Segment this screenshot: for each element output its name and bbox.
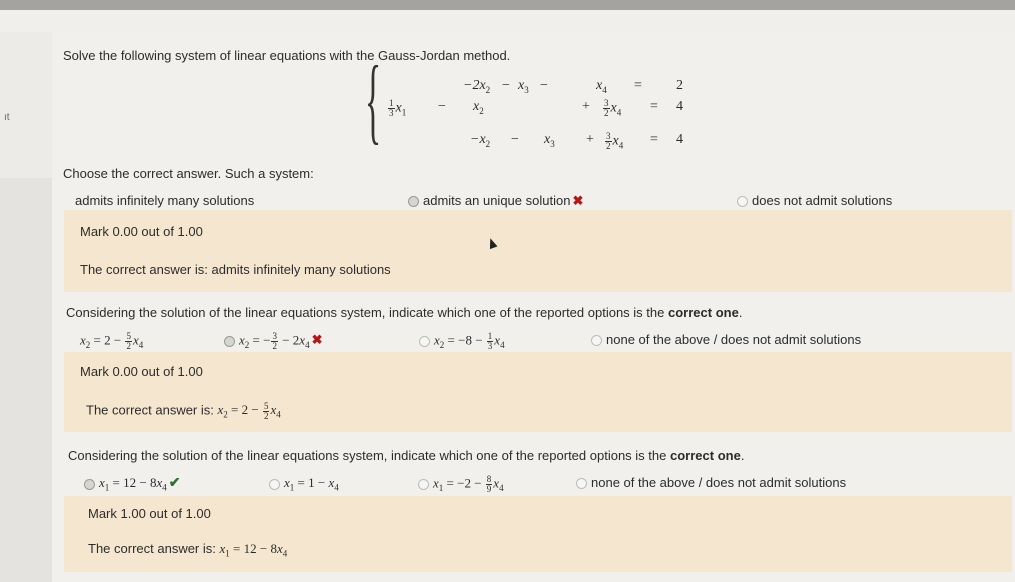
q3-radio-d[interactable]	[576, 478, 587, 489]
browser-top-bar	[0, 0, 1015, 10]
q2-radio-c[interactable]	[419, 336, 430, 347]
q3-mark: Mark 1.00 out of 1.00	[88, 506, 211, 521]
q3-prompt-period: .	[740, 448, 745, 463]
q3-option-d-label: none of the above / does not admit solutions	[591, 475, 847, 490]
q3-correct-answer	[88, 541, 287, 559]
q3-option-c[interactable]: $x_1 = -2$ − $\frac{8}{9}$ $x_4$	[418, 475, 504, 494]
q1-correct-answer: The correct answer is: admits infinitely many solutions	[80, 262, 391, 277]
q2-prompt	[66, 305, 742, 320]
question-info-box	[0, 32, 53, 178]
q3-prompt-text: Considering the solution of the linear equations system, indicate which one of the reported options is the	[68, 448, 667, 463]
q2-radio-b[interactable]	[224, 336, 235, 347]
q3-correct-prefix: The correct answer is:	[88, 541, 216, 556]
q1-option-unique[interactable]	[408, 193, 583, 209]
q3-radio-b[interactable]	[269, 479, 280, 490]
q1-radio-unique[interactable]	[408, 196, 419, 207]
q2-radio-d[interactable]	[591, 335, 602, 346]
q2-correct-prefix: The correct answer is:	[86, 402, 214, 418]
q3-correct-expression: $x_1 = 12 - 8x_4$	[219, 541, 288, 559]
q3-radio-c[interactable]	[418, 479, 429, 490]
header-strip	[0, 10, 1015, 32]
q3-radio-a[interactable]	[84, 479, 95, 490]
q1-mark: Mark 0.00 out of 1.00	[80, 224, 203, 239]
incorrect-icon: ✖	[572, 193, 584, 208]
system-brace: {	[365, 46, 382, 153]
q3-option-d[interactable]	[576, 475, 846, 490]
q3-prompt	[68, 448, 744, 463]
info-mark: ıt	[4, 112, 10, 123]
q1-option-infinite-label: admits infinitely many solutions	[75, 193, 255, 208]
incorrect-icon: ✖	[311, 332, 323, 348]
q2-correct-expression: $x_2 = 2$ − $\frac{5}{2}$ $x_4$	[217, 401, 281, 421]
q1-choose-label: Choose the correct answer. Such a system:	[63, 166, 314, 181]
q1-option-none-label: does not admit solutions	[752, 193, 893, 208]
q2-mark: Mark 0.00 out of 1.00	[80, 364, 203, 379]
q1-option-infinite[interactable]	[75, 193, 254, 208]
q1-radio-none[interactable]	[737, 196, 748, 207]
q2-option-b[interactable]: $x_2$ = − $\frac{3}{2}$ − $2x_4$ ✖	[224, 332, 322, 351]
q2-prompt-text: Considering the solution of the linear equations system, indicate which one of the reported options is the	[66, 305, 665, 320]
q2-prompt-period: .	[738, 305, 743, 320]
q2-option-d-label: none of the above / does not admit solutions	[606, 332, 862, 347]
q2-correct-answer	[86, 402, 281, 421]
q1-prompt: Solve the following system of linear equations with the Gauss-Jordan method.	[63, 48, 511, 63]
q3-prompt-bold: correct one	[670, 448, 741, 463]
q2-option-d[interactable]	[591, 332, 861, 347]
q1-option-none[interactable]	[737, 193, 892, 208]
correct-check-icon: ✔	[168, 476, 181, 491]
q1-option-unique-label: admits an unique solution	[423, 193, 571, 208]
q2-option-a[interactable]: $x_2 = 2$ − $\frac{5}{2}$ $x_4$	[80, 331, 144, 351]
q2-prompt-bold: correct one	[668, 305, 739, 320]
q1-feedback	[64, 210, 1012, 292]
q3-option-b[interactable]: $x_1 = 1 - x_4$	[269, 475, 339, 493]
q3-option-a[interactable]: $x_1 = 12 - 8x_4$ ✔	[84, 475, 180, 493]
q2-option-c[interactable]: $x_2 = -8$ − $\frac{1}{3}$ $x_4$	[419, 332, 505, 351]
